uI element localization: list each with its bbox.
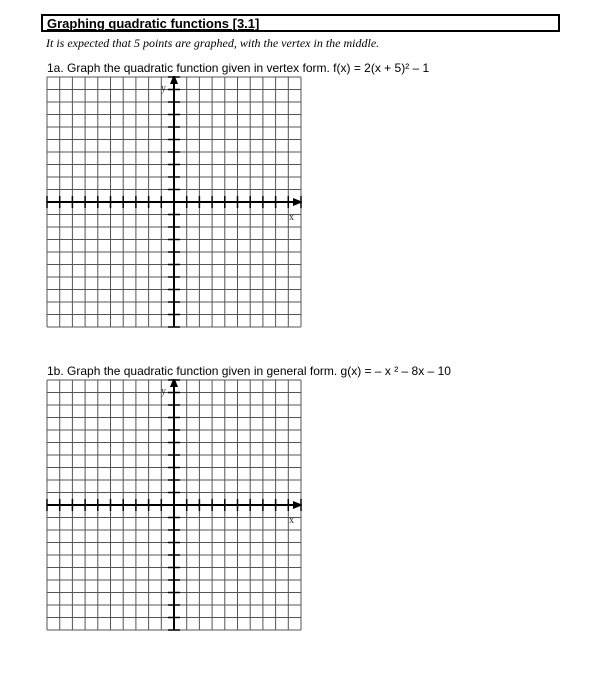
x-axis-label: x [289,212,294,223]
function-expression: g(x) = – x ² – 8x – 10 [340,364,451,378]
grid-svg[interactable] [46,76,302,328]
question-1b [47,364,451,378]
coordinate-grid-1b[interactable] [46,379,302,636]
x-axis-label: x [289,515,294,526]
page-title: Graphing quadratic functions [3.1] [47,16,260,31]
question-prompt: Graph the quadratic function given in general form. [67,364,341,378]
y-axis-label: y [161,83,166,94]
question-prompt: Graph the quadratic function given in vertex form. [67,61,334,75]
instructions: It is expected that 5 points are graphed, with the vertex in the middle. [46,36,380,50]
question-number: 1a. [47,61,64,75]
question-1a [47,61,429,75]
coordinate-grid-1a[interactable] [46,76,302,333]
grid-svg[interactable] [46,379,302,631]
question-number: 1b. [47,364,64,378]
y-axis-label: y [161,386,166,397]
header-box [41,14,560,32]
function-expression: f(x) = 2(x + 5)² – 1 [333,61,430,75]
